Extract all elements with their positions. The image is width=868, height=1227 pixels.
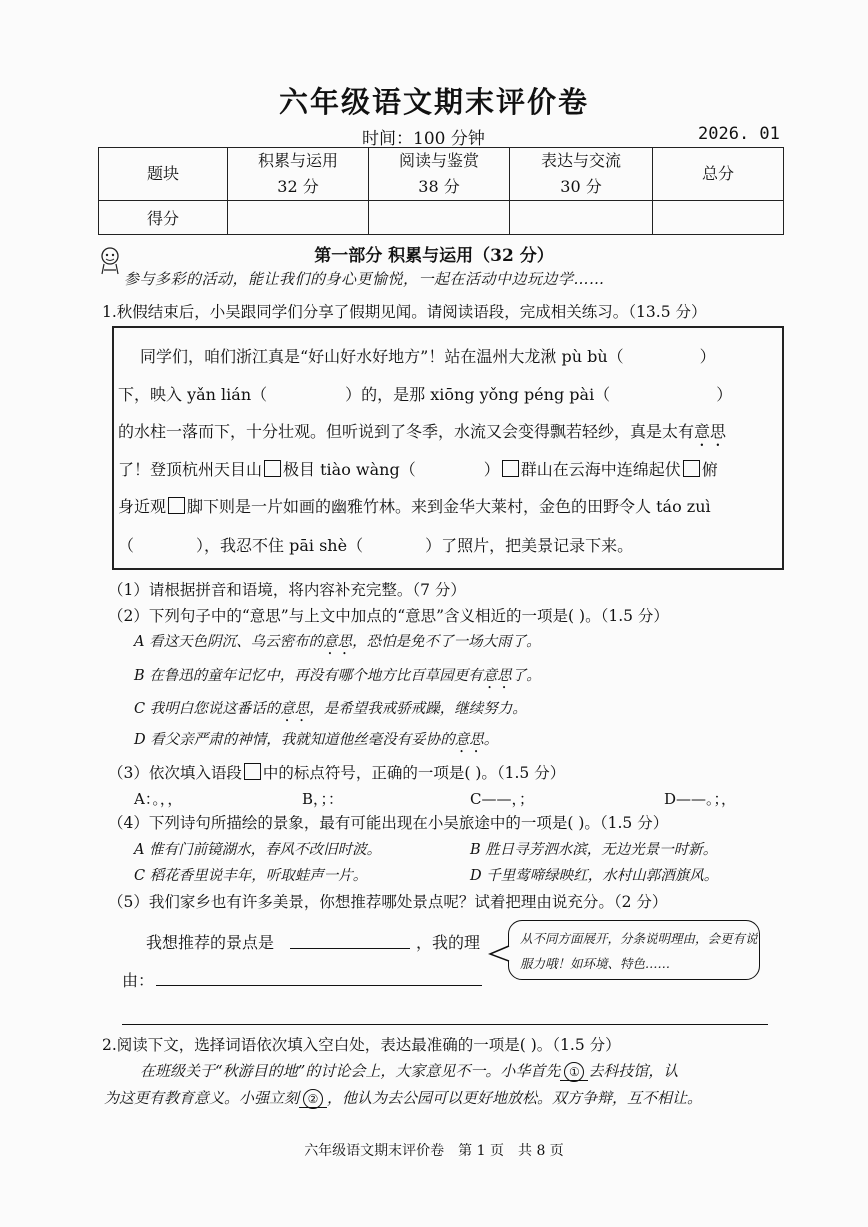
- page-footer: 六年级语文期末评价卷 第 1 页 共 8 页: [304, 1143, 564, 1159]
- q1-sub2-option-c: C 我明白您说这番话的意思，是希望我戒骄戒躁，继续努力。: [134, 701, 527, 717]
- blank-2-marker: ②: [303, 1089, 323, 1109]
- score-cell-total[interactable]: [653, 201, 784, 235]
- score-table: [98, 147, 784, 235]
- score-cell-2[interactable]: [369, 201, 510, 235]
- sub5-fill-text-b: ，我的理: [416, 933, 481, 952]
- score-cell-3[interactable]: [510, 201, 653, 235]
- q1-sub4: （4）下列诗句所描绘的景象，最有可能出现在小吴旅途中的一项是( )。（1.5 分）: [108, 814, 669, 832]
- punct-box-3[interactable]: [683, 460, 700, 477]
- bubble-tail-icon: [488, 944, 512, 964]
- q1-sub2-option-d: D 看父亲严肃的神情，我就知道他丝毫没有妥协的意思。: [134, 732, 499, 748]
- score-header-3: 表达与交流 30 分: [510, 148, 653, 201]
- sub5-attraction-blank[interactable]: [290, 932, 410, 949]
- q1-sub4-option-a: A 惟有门前镜湖水，春风不改旧时波。: [134, 842, 382, 858]
- passage-line-2: 下，映入 yǎn lián（ ）的，是那 xiōng yǒng péng pài（ ）: [118, 385, 733, 404]
- score-header-total: 总分: [653, 148, 784, 201]
- sub5-reason-blank-2[interactable]: [122, 1008, 768, 1025]
- q2-passage-line-2: 为这更有教育意义。小强立刻 ② ，他认为去公园可以更好地放松。双方争辩，互不相让。: [104, 1089, 703, 1107]
- part1-intro: 参与多彩的活动，能让我们的身心更愉悦，一起在活动中边玩边学……: [124, 270, 605, 288]
- sub5-fill-text-c: 由：: [122, 971, 155, 990]
- hint-bubble-text: 从不同方面展开，分条说明理由，会更有说服力哦！如环境、特色……: [520, 931, 758, 971]
- punct-box-4[interactable]: [168, 497, 185, 514]
- passage-line-5: 身近观 脚下则是一片如画的幽雅竹林。来到金华大莱村，金色的田野令人 táo zuì: [118, 497, 711, 516]
- q1-sub3-option-a: A：。，，: [134, 790, 183, 808]
- q1-sub4-option-d: D 千里莺啼绿映红，水村山郭酒旗风。: [470, 868, 719, 884]
- dotted-yisi: 意思: [694, 422, 727, 441]
- q1-sub4-option-c: C 稻花香里说丰年，听取蛙声一片。: [134, 868, 368, 884]
- score-header-1: 积累与运用 32 分: [228, 148, 369, 201]
- mascot-icon: [98, 246, 124, 276]
- passage-line-6: （ ），我忍不住 pāi shè（ ）了照片，把美景记录下来。: [118, 536, 634, 555]
- q1-sub3-option-b: B，；：: [302, 790, 344, 808]
- blank-1-marker: ①: [564, 1062, 584, 1082]
- sub5-reason-blank-1[interactable]: [156, 968, 482, 986]
- exam-date: 2026. 01: [698, 124, 780, 144]
- score-header-block: 题块: [99, 148, 228, 201]
- q2-stem: 2.阅读下文，选择词语依次填入空白处，表达最准确的一项是( )。（1.5 分）: [102, 1036, 621, 1054]
- exam-time: 时间：100 分钟: [362, 129, 485, 149]
- punct-box-1[interactable]: [264, 460, 281, 477]
- sub5-fill-text-a: 我想推荐的景点是: [146, 933, 275, 952]
- q1-sub3: （3）依次填入语段 中的标点符号，正确的一项是( )。（1.5 分）: [108, 764, 566, 782]
- punct-box-2[interactable]: [502, 460, 519, 477]
- score-header-2: 阅读与鉴赏 38 分: [369, 148, 510, 201]
- part1-heading: 第一部分 积累与运用（32 分）: [314, 246, 554, 266]
- exam-title: 六年级语文期末评价卷: [278, 85, 589, 119]
- score-cell-1[interactable]: [228, 201, 369, 235]
- q1-sub2-option-a: A 看这天色阴沉、乌云密布的意思，恐怕是免不了一场大雨了。: [134, 634, 541, 650]
- passage-line-4: 了！登顶杭州天目山 极目 tiào wàng（ ） 群山在云海中连绵起伏 俯: [118, 460, 718, 479]
- q1-sub3-option-d: D——。；，: [664, 790, 737, 808]
- passage-line-3: 的水柱一落而下，十分壮观。但听说到了冬季，水流又会变得飘若轻纱，真是太有意思: [118, 422, 727, 441]
- q1-sub3-option-c: C——，；: [470, 790, 534, 808]
- q1-sub1: （1）请根据拼音和语境，将内容补充完整。（7 分）: [108, 581, 466, 599]
- q2-passage-line-1: 在班级关于“秋游目的地”的讨论会上，大家意见不一。小华首先 ① 去科技馆，认: [140, 1062, 679, 1080]
- q1-sub2-option-b: B 在鲁迅的童年记忆中，再没有哪个地方比百草园更有意思了。: [134, 668, 541, 684]
- q1-stem: 1.秋假结束后，小吴跟同学们分享了假期见闻。请阅读语段，完成相关练习。（13.5 分）: [102, 303, 707, 321]
- score-row-label: 得分: [99, 201, 228, 235]
- passage-line-1: 同学们，咱们浙江真是“好山好水好地方”！站在温州大龙湫 pù bù（ ）: [140, 347, 716, 366]
- q1-sub5: （5）我们家乡也有许多美景，你想推荐哪处景点呢？试着把理由说充分。（2 分）: [108, 893, 668, 911]
- q1-sub4-option-b: B 胜日寻芳泗水滨，无边光景一时新。: [470, 842, 718, 858]
- punct-box-ref: [244, 763, 261, 780]
- q1-sub2: （2）下列句子中的“意思”与上文中加点的“意思”含义相近的一项是( )。（1.5 分）: [108, 607, 669, 625]
